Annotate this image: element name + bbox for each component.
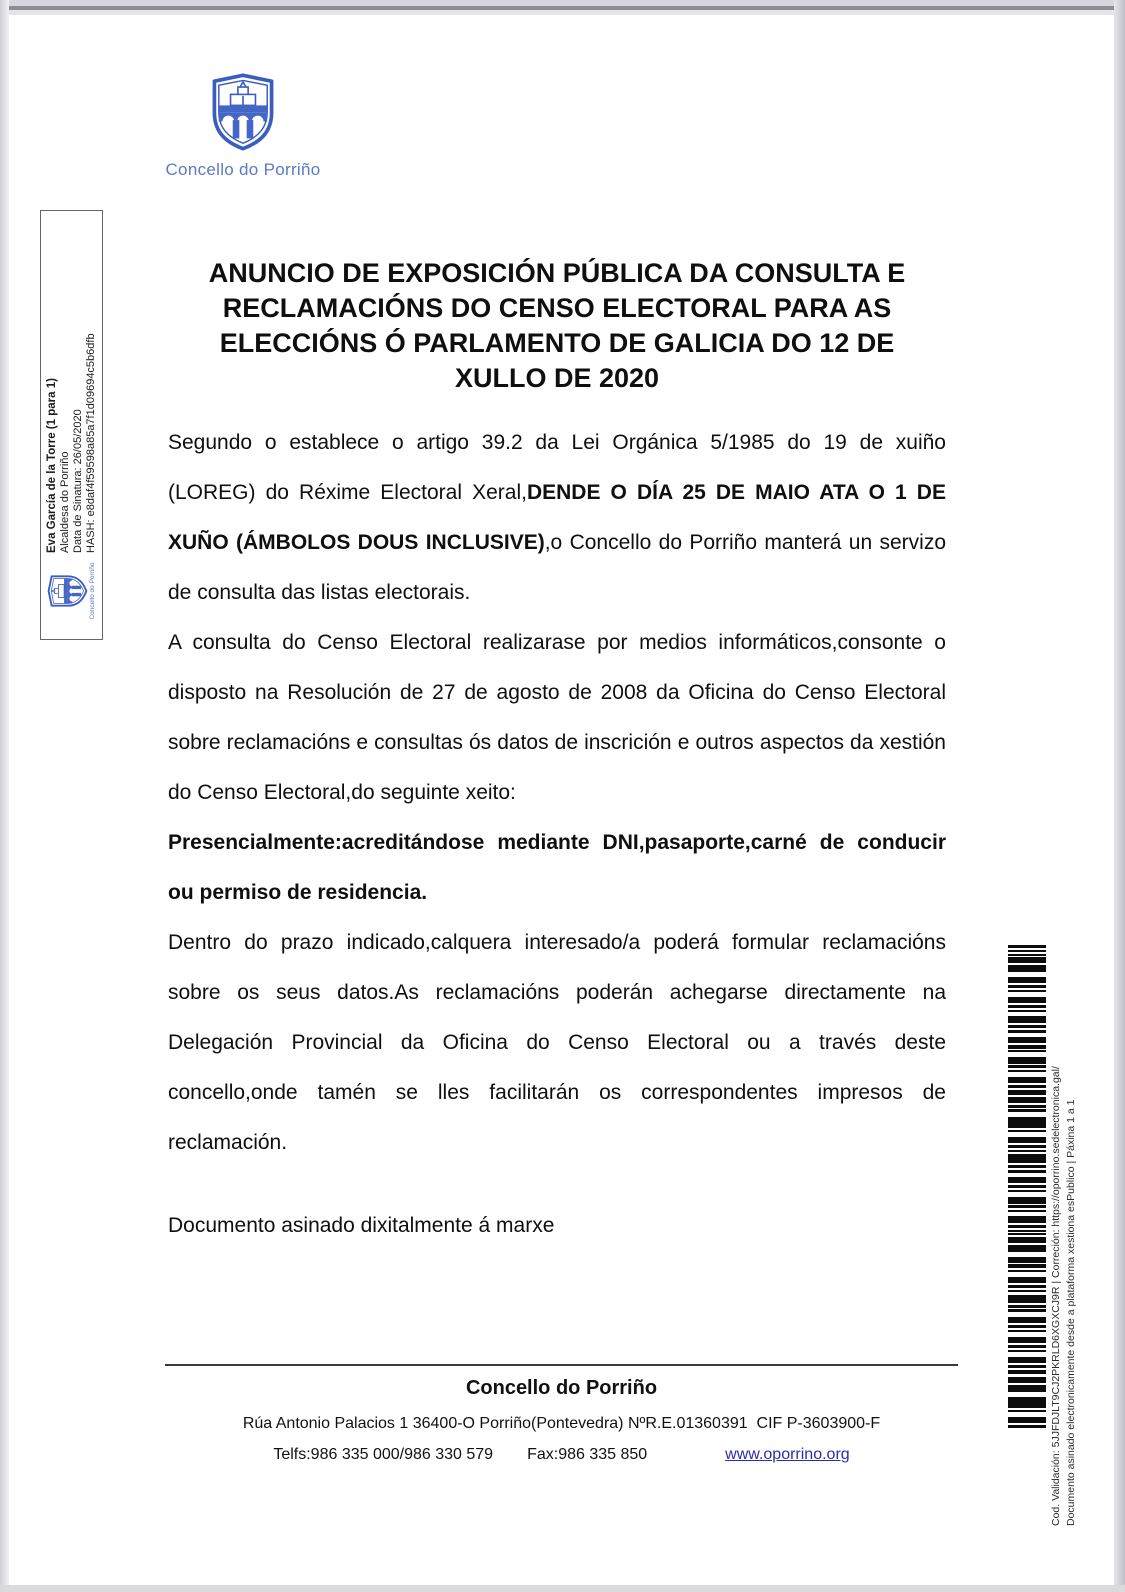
scan-edge-right bbox=[1114, 0, 1125, 1592]
validation-rotated-text bbox=[1049, 1012, 1082, 1526]
footer-org-name: Concello do Porriño bbox=[465, 1377, 658, 1399]
document-body bbox=[168, 256, 946, 1238]
signature-logo-block bbox=[47, 553, 96, 639]
footer-website-link[interactable]: www.oporrino.org bbox=[725, 1446, 850, 1463]
footer-divider bbox=[165, 1364, 958, 1366]
text-segment: Presencialmente:acreditándose mediante DNI,pasaporte,carné de conducir ou permiso de residencia. bbox=[168, 831, 946, 904]
text-segment: ,o Concello do Porriño manterá un servizo de consulta das listas electorais. bbox=[168, 531, 946, 604]
signer-name: Eva García de la Torre (1 para 1) bbox=[45, 378, 58, 553]
scan-edge-top-shadow bbox=[0, 10, 1125, 15]
text-segment: DENDE O DÍA 25 DE MAIO ATA O 1 DE XUÑO (ÁMBOLOS DOUS INCLUSIVE) bbox=[168, 481, 946, 554]
paragraph bbox=[168, 618, 946, 818]
signature-date: Data de Sinatura: 26/05/2020 bbox=[71, 409, 84, 553]
signature-logo-caption: Concello do Porriño bbox=[89, 562, 96, 620]
signer-role: Alcaldesa do Porriño bbox=[58, 451, 71, 553]
digital-signature-box bbox=[40, 210, 103, 640]
municipal-logo-block bbox=[163, 72, 323, 180]
paragraph bbox=[168, 918, 946, 1168]
paragraph bbox=[168, 818, 946, 918]
page-footer bbox=[165, 1364, 958, 1464]
text-segment: A consulta do Censo Electoral realizarase por medios informáticos,consonte o disposto na Resolución de 27 de agosto de 2008 da Oficina do Censo Electoral sobre reclamacións e consultas ós datos de inscrición e outros aspectos da xestión do Censo Electoral,do seguinte xeito: bbox=[168, 631, 946, 804]
signature-details bbox=[46, 333, 98, 553]
validation-code-line: Cod. Validación: 5JJFDJLT9CJ2PKRLD6XGXCJ9R | Correción: https://oporrino.sedelectronica.gal/ bbox=[1050, 1066, 1062, 1526]
scan-edge-bottom bbox=[0, 1585, 1125, 1592]
signature-hash: HASH: e8daf4f59598a85a7f1d09694c5b6dfb bbox=[84, 333, 97, 553]
text-segment: Dentro do prazo indicado,calquera interesado/a poderá formular reclamacións sobre os seus datos.As reclamacións poderán achegarse directamente na Delegación Provincial da Oficina do Censo Electoral ou a través deste concello,onde tamén se lles facilitarán os correspondentes impresos de reclamación. bbox=[168, 931, 946, 1154]
logo-caption: Concello do Porriño bbox=[165, 160, 321, 179]
signature-rotated-content bbox=[41, 211, 102, 639]
body-paragraphs bbox=[168, 418, 946, 1168]
footer-contact-line bbox=[165, 1446, 958, 1464]
footer-address: Rúa Antonio Palacios 1 36400-O Porriño(Pontevedra) NºR.E.01360391 CIF P-3603900-F bbox=[242, 1415, 881, 1432]
validation-barcode bbox=[1008, 945, 1046, 1428]
paragraph bbox=[168, 418, 946, 618]
shield-logo-small-icon bbox=[47, 574, 88, 608]
signature-note: Documento asinado dixitalmente á marxe bbox=[168, 1214, 555, 1237]
scan-edge-left bbox=[0, 0, 9, 1592]
validation-platform-line: Documento asinado electronicamente desde a plataforma xestiona esPublico | Páxina 1 a 1 bbox=[1064, 1099, 1077, 1526]
text-segment: Segundo o establece o artigo 39.2 da Lei Orgánica 5/1985 do 19 de xuiño (LOREG) do Réxime Electoral Xeral, bbox=[168, 431, 946, 504]
shield-logo-icon bbox=[210, 72, 276, 152]
document-title: ANUNCIO DE EXPOSICIÓN PÚBLICA DA CONSULTA E RECLAMACIÓNS DO CENSO ELECTORAL PARA AS ELECCIÓNS Ó PARLAMENTO DE GALICIA DO 12 DE XULLO DE 2020 bbox=[208, 258, 906, 393]
footer-fax: Fax:986 335 850 bbox=[527, 1446, 648, 1463]
footer-phones: Telfs:986 335 000/986 330 579 bbox=[273, 1446, 494, 1463]
validation-strip bbox=[1049, 1012, 1082, 1526]
